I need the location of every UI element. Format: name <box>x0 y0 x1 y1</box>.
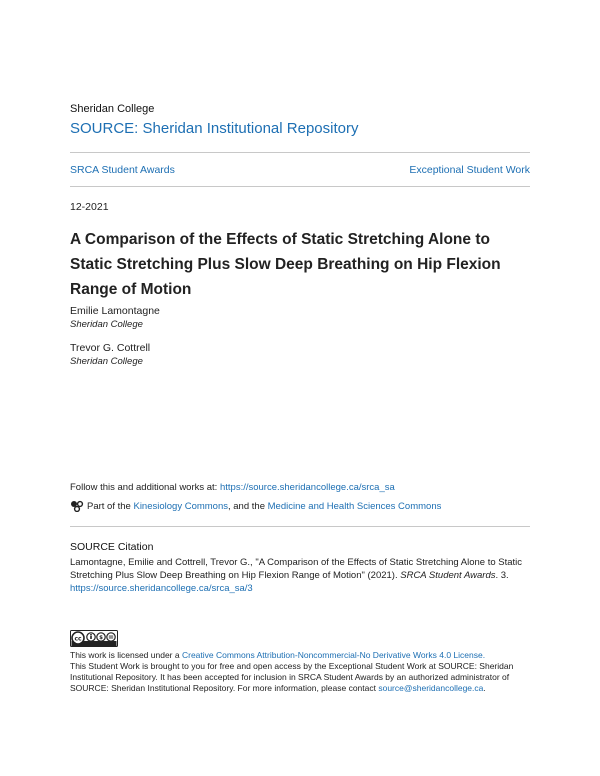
series-link[interactable]: SRCA Student Awards <box>70 164 175 176</box>
cc-license-badge-icon[interactable] <box>70 630 118 647</box>
publication-date: 12-2021 <box>70 201 109 213</box>
citation-heading: SOURCE Citation <box>70 541 154 553</box>
author-name: Emilie Lamontagne <box>70 305 160 317</box>
part-of-middle: , and the <box>228 500 268 512</box>
svg-text:cc: cc <box>74 635 82 643</box>
institution-name: Sheridan College <box>70 103 155 115</box>
citation-url-link[interactable]: https://source.sheridancollege.ca/srca_sa/3 <box>70 583 253 594</box>
paper-title: A Comparison of the Effects of Static Stretching Alone to Static Stretching Plus Slow Deep Breathing on Hip Flexion Range of Motion <box>70 231 501 298</box>
citation-body: Lamontagne, Emilie and Cottrell, Trevor G., "A Comparison of the Effects of Static Stretching Alone to Static Stretching Plus Slow Deep Breathing on Hip Flexion Range of Motion" (2021). <box>70 557 523 581</box>
svg-text:$: $ <box>99 635 103 642</box>
commons-network-icon <box>70 500 84 512</box>
citation-suffix: . 3. <box>495 570 509 581</box>
divider <box>70 152 530 153</box>
author-affiliation: Sheridan College <box>70 319 143 330</box>
divider <box>70 526 530 527</box>
follow-url-link[interactable]: https://source.sheridancollege.ca/srca_sa <box>219 482 395 493</box>
author-block <box>70 342 150 368</box>
divider <box>70 186 530 187</box>
kinesiology-commons-link[interactable]: Kinesiology Commons <box>133 500 228 512</box>
medicine-health-commons-link[interactable]: Medicine and Health Sciences Commons <box>267 500 442 512</box>
author-affiliation: Sheridan College <box>70 356 143 367</box>
follow-line <box>70 482 395 493</box>
license-text <box>70 650 530 694</box>
citation-text <box>70 556 530 595</box>
repository-link[interactable]: SOURCE: Sheridan Institutional Repository <box>70 120 359 137</box>
author-block <box>70 305 160 331</box>
citation-journal: SRCA Student Awards <box>400 570 496 581</box>
license-end: . <box>483 683 486 693</box>
license-body: This Student Work is brought to you for free and open access by the Exceptional Student Work at SOURCE: Sheridan Institutional Repository. It has been accepted for inclusion in SRCA Student Awards by an authorized administrator of SOURCE: Sheridan Institutional Repository. For more information, please contact <box>70 661 514 693</box>
collection-link[interactable]: Exceptional Student Work <box>409 164 530 176</box>
part-of-line <box>70 500 441 512</box>
part-of-prefix: Part of the <box>87 500 134 512</box>
author-name: Trevor G. Cottrell <box>70 342 151 354</box>
contact-email-link[interactable]: source@sheridancollege.ca <box>378 683 484 693</box>
license-link[interactable]: Creative Commons Attribution-Noncommercial-No Derivative Works 4.0 License. <box>181 650 486 660</box>
follow-text: Follow this and additional works at: <box>70 482 220 493</box>
license-prefix: This work is licensed under a <box>70 650 182 660</box>
